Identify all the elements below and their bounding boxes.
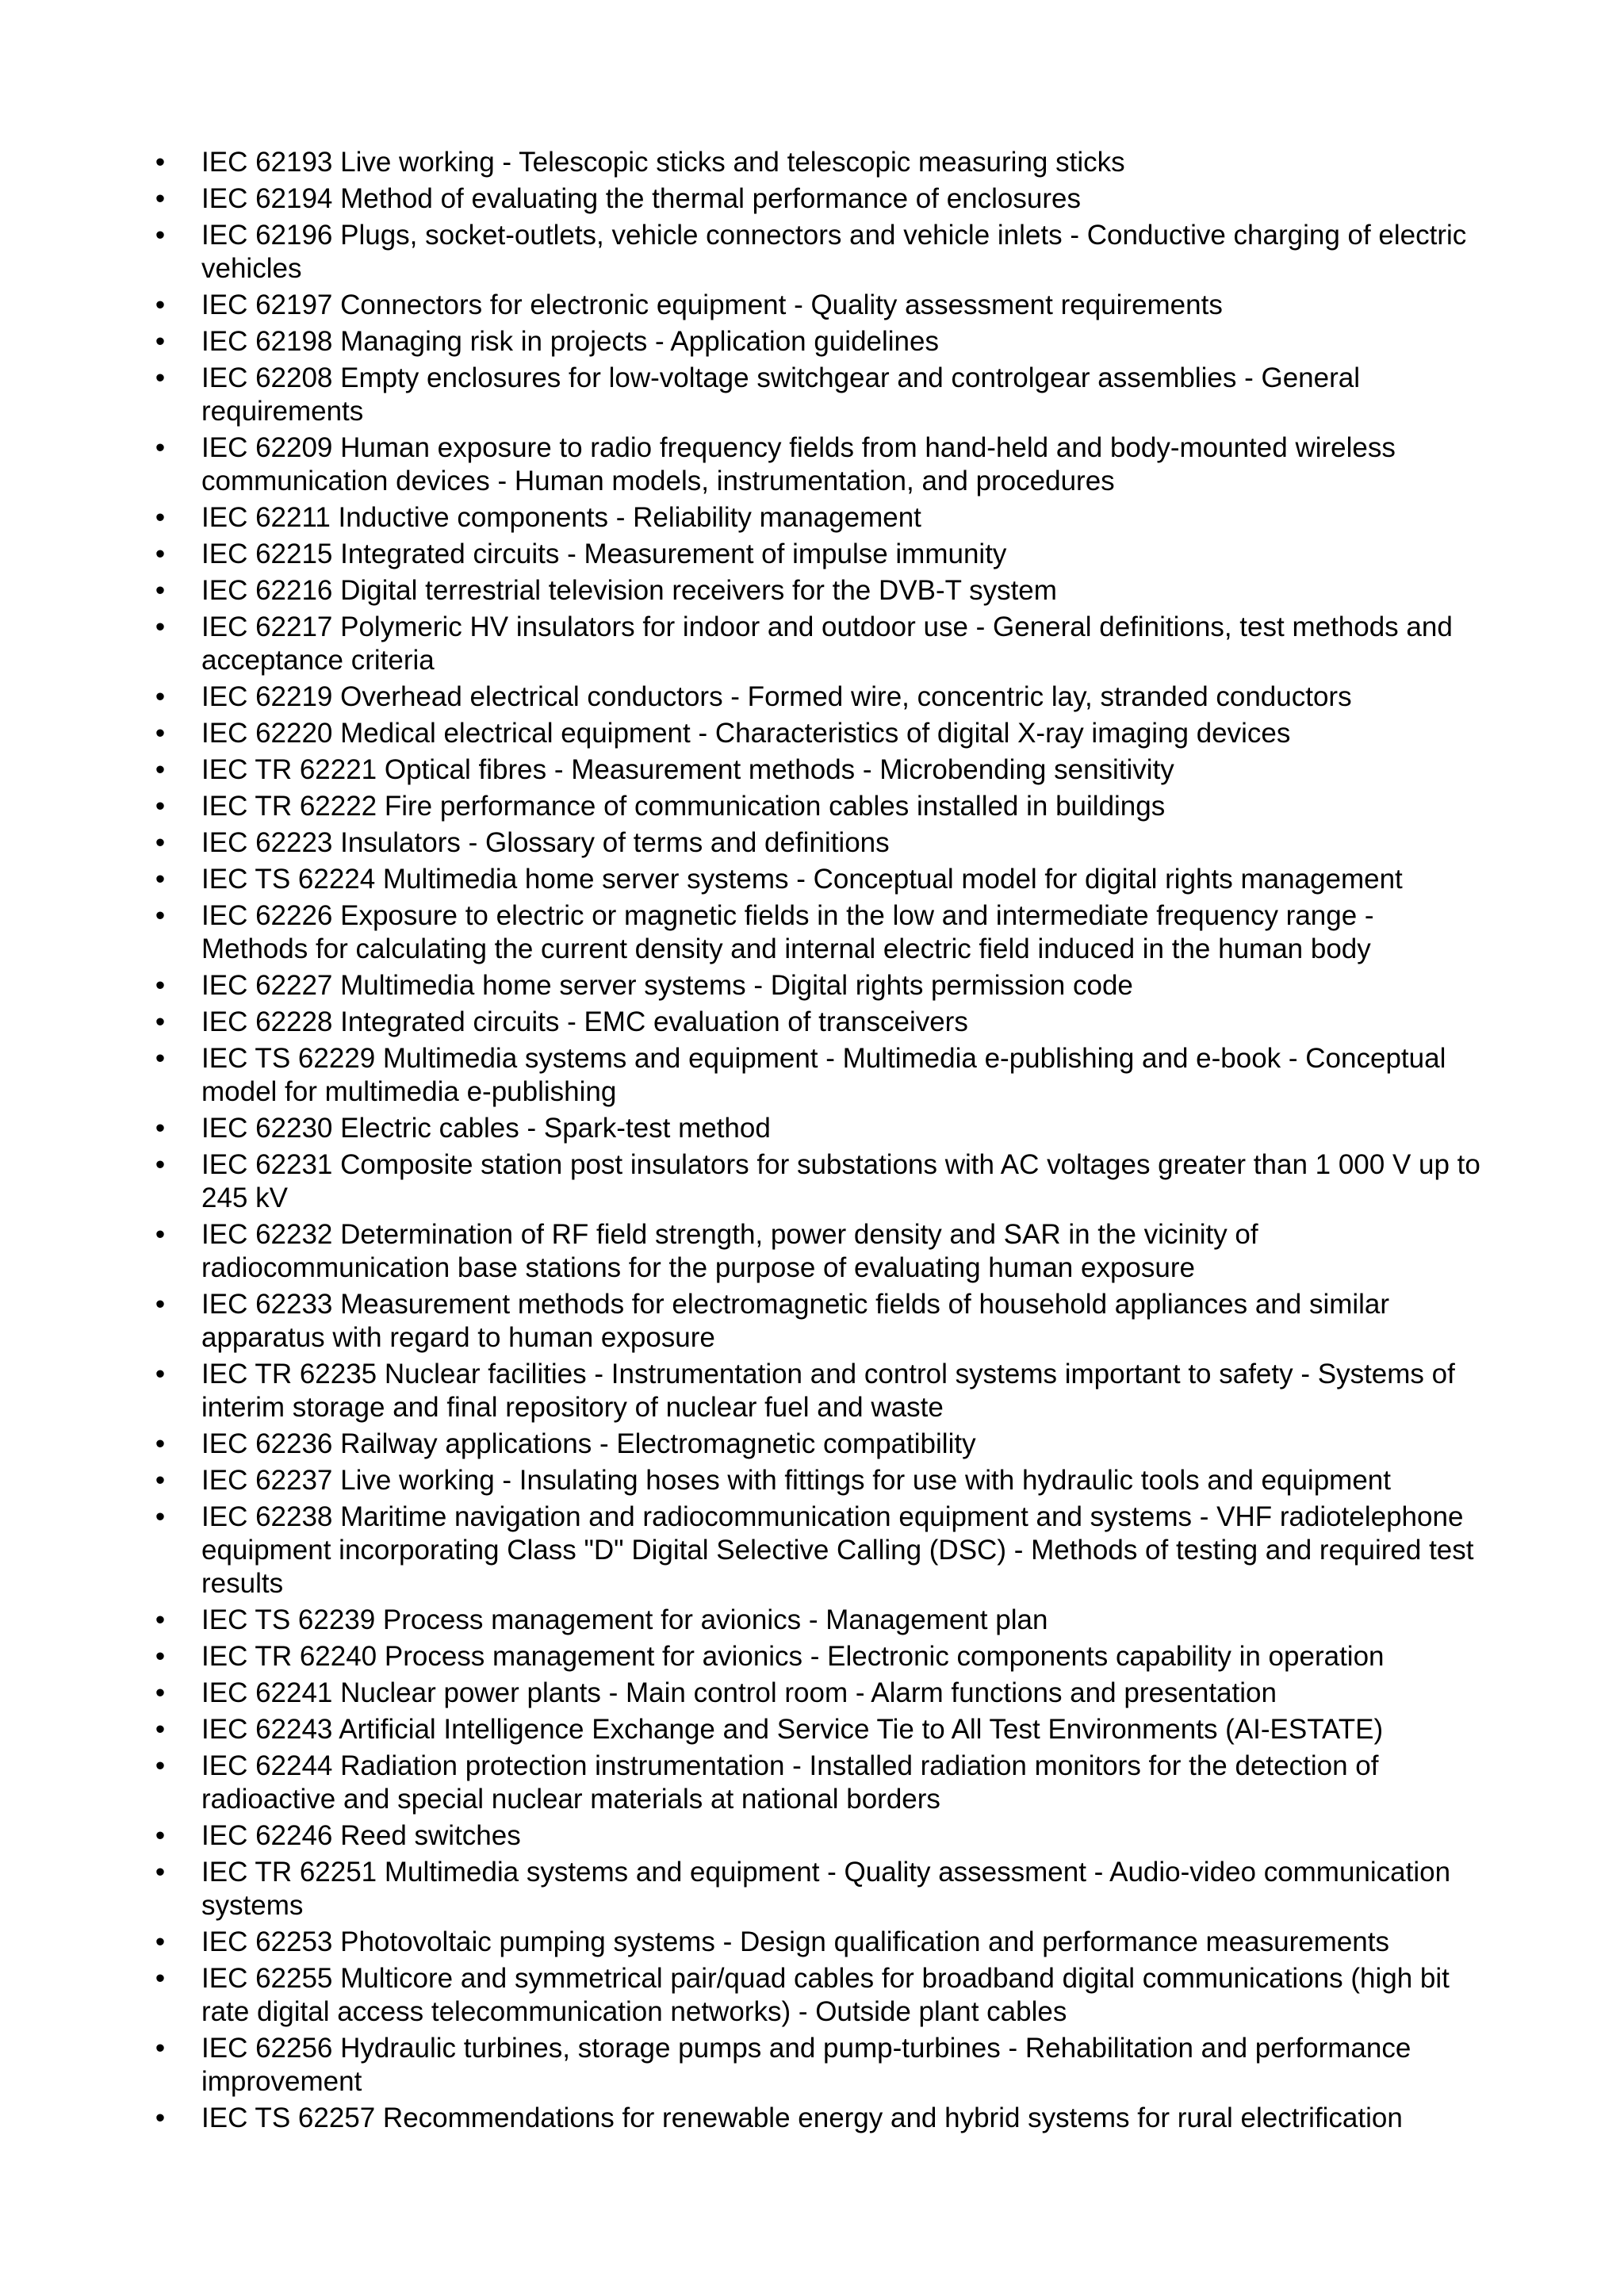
bullet-icon: •	[155, 791, 166, 822]
list-item	[0, 182, 1486, 216]
bullet-icon: •	[155, 1604, 166, 1635]
bullet-icon: •	[155, 1219, 166, 1250]
list-item	[0, 1640, 1486, 1673]
list-item	[0, 1006, 1486, 1039]
list-item-text: IEC 62226 Exposure to electric or magnetic fields in the low and intermediate frequency range - Methods for calculating the current density and internal electric field induced in the human body	[201, 900, 1374, 964]
bullet-icon: •	[155, 539, 166, 569]
list-item	[0, 1148, 1486, 1215]
bullet-icon: •	[155, 1465, 166, 1496]
list-item	[0, 1358, 1486, 1424]
list-item-text: IEC 62241 Nuclear power plants - Main control room - Alarm functions and presentation	[201, 1677, 1277, 1708]
list-item-text: IEC 62216 Digital terrestrial television receivers for the DVB-T system	[201, 575, 1057, 606]
bullet-icon: •	[155, 1428, 166, 1459]
list-item-text: IEC 62230 Electric cables - Spark-test method	[201, 1113, 771, 1144]
list-item-text: IEC 62233 Measurement methods for electromagnetic fields of household appliances and similar apparatus with regard to human exposure	[201, 1289, 1390, 1353]
list-item	[0, 1464, 1486, 1497]
list-item-text: IEC 62217 Polymeric HV insulators for indoor and outdoor use - General definitions, test methods and acceptance criteria	[201, 611, 1453, 676]
list-item	[0, 826, 1486, 860]
list-item-text: IEC TS 62229 Multimedia systems and equipment - Multimedia e-publishing and e-book - Conceptual model for multimedia e-publishing	[201, 1043, 1446, 1107]
list-item-text: IEC 62215 Integrated circuits - Measurement of impulse immunity	[201, 539, 1007, 569]
list-item	[0, 538, 1486, 571]
bullet-icon: •	[155, 575, 166, 606]
list-item	[0, 1604, 1486, 1637]
list-item	[0, 899, 1486, 966]
list-item-text: IEC 62219 Overhead electrical conductors - Formed wire, concentric lay, stranded conductors	[201, 681, 1352, 712]
bullet-icon: •	[155, 2033, 166, 2064]
list-item-text: IEC TR 62221 Optical fibres - Measurement methods - Microbending sensitivity	[201, 754, 1174, 785]
bullet-icon: •	[155, 1113, 166, 1144]
list-item	[0, 2032, 1486, 2099]
list-item-text: IEC 62193 Live working - Telescopic sticks and telescopic measuring sticks	[201, 147, 1125, 178]
bullet-icon: •	[155, 1963, 166, 1994]
bullet-icon: •	[155, 1149, 166, 1180]
bullet-icon: •	[155, 1289, 166, 1320]
list-item	[0, 1428, 1486, 1461]
bullet-icon: •	[155, 864, 166, 895]
list-item	[0, 501, 1486, 535]
bullet-icon: •	[155, 970, 166, 1001]
bullet-icon: •	[155, 681, 166, 712]
bullet-icon: •	[155, 718, 166, 749]
bullet-icon: •	[155, 1501, 166, 1532]
bullet-icon: •	[155, 1043, 166, 1074]
list-item-text: IEC 62236 Railway applications - Electromagnetic compatibility	[201, 1428, 976, 1459]
bullet-icon: •	[155, 1857, 166, 1888]
bullet-icon: •	[155, 289, 166, 320]
list-item-text: IEC 62238 Maritime navigation and radiocommunication equipment and systems - VHF radiotelephone equipment incorporating Class "D" Digital Selective Calling (DSC) - Methods of testing and required test results	[201, 1501, 1474, 1599]
list-item	[0, 325, 1486, 358]
list-item	[0, 146, 1486, 179]
list-item-text: IEC 62197 Connectors for electronic equipment - Quality assessment requirements	[201, 289, 1223, 320]
bullet-icon: •	[155, 900, 166, 931]
list-item-text: IEC 62209 Human exposure to radio frequency fields from hand-held and body-mounted wireless communication devices - Human models, instrumentation, and procedures	[201, 432, 1396, 496]
list-item	[0, 790, 1486, 823]
list-item-text: IEC 62227 Multimedia home server systems - Digital rights permission code	[201, 970, 1133, 1001]
list-item-text: IEC 62228 Integrated circuits - EMC evaluation of transceivers	[201, 1006, 968, 1037]
bullet-icon: •	[155, 1006, 166, 1037]
bullet-icon: •	[155, 1677, 166, 1708]
list-item-text: IEC TS 62257 Recommendations for renewable energy and hybrid systems for rural electrification	[201, 2102, 1403, 2133]
list-item	[0, 289, 1486, 322]
list-item-text: IEC TR 62235 Nuclear facilities - Instrumentation and control systems important to safety - Systems of interim storage and final repository of nuclear fuel and waste	[201, 1359, 1455, 1423]
list-item	[0, 1926, 1486, 1959]
list-item	[0, 1042, 1486, 1109]
list-item	[0, 1288, 1486, 1355]
list-item	[0, 1501, 1486, 1600]
bullet-icon: •	[155, 1714, 166, 1745]
list-item	[0, 680, 1486, 714]
list-item-text: IEC 62194 Method of evaluating the thermal performance of enclosures	[201, 183, 1081, 214]
bullet-icon: •	[155, 147, 166, 178]
bullet-icon: •	[155, 1820, 166, 1851]
list-item-text: IEC 62211 Inductive components - Reliability management	[201, 502, 921, 533]
bullet-icon: •	[155, 183, 166, 214]
bullet-icon: •	[155, 432, 166, 463]
list-item-text: IEC 62243 Artificial Intelligence Exchange and Service Tie to All Test Environments (AI-ESTATE)	[201, 1714, 1384, 1745]
list-item-text: IEC 62256 Hydraulic turbines, storage pumps and pump-turbines - Rehabilitation and performance improvement	[201, 2033, 1411, 2097]
list-item	[0, 362, 1486, 428]
list-item	[0, 219, 1486, 286]
list-item-text: IEC 62253 Photovoltaic pumping systems - Design qualification and performance measurements	[201, 1926, 1389, 1957]
list-item	[0, 753, 1486, 787]
list-item	[0, 863, 1486, 896]
list-item-text: IEC 62196 Plugs, socket-outlets, vehicle connectors and vehicle inlets - Conductive charging of electric vehicles	[201, 220, 1467, 284]
list-item-text: IEC 62246 Reed switches	[201, 1820, 521, 1851]
list-item-text: IEC 62198 Managing risk in projects - Application guidelines	[201, 326, 939, 357]
bullet-icon: •	[155, 754, 166, 785]
list-item-text: IEC 62208 Empty enclosures for low-voltage switchgear and controlgear assemblies - General requirements	[201, 362, 1360, 427]
bullet-icon: •	[155, 502, 166, 533]
list-item-text: IEC TR 62240 Process management for avionics - Electronic components capability in operation	[201, 1641, 1385, 1672]
list-item	[0, 1962, 1486, 2029]
list-item	[0, 1819, 1486, 1853]
bullet-icon: •	[155, 1641, 166, 1672]
list-item-text: IEC 62244 Radiation protection instrumentation - Installed radiation monitors for the detection of radioactive and special nuclear materials at national borders	[201, 1750, 1379, 1815]
list-item-text: IEC 62231 Composite station post insulators for substations with AC voltages greater than 1 000 V up to 245 kV	[201, 1149, 1480, 1213]
list-item-text: IEC TR 62251 Multimedia systems and equipment - Quality assessment - Audio-video communication systems	[201, 1857, 1451, 1921]
list-item	[0, 1750, 1486, 1816]
list-item	[0, 1677, 1486, 1710]
list-item-text: IEC 62232 Determination of RF field strength, power density and SAR in the vicinity of radiocommunication base stations for the purpose of evaluating human exposure	[201, 1219, 1258, 1283]
standards-list	[0, 146, 1624, 2138]
list-item	[0, 431, 1486, 498]
list-item	[0, 611, 1486, 677]
bullet-icon: •	[155, 362, 166, 393]
list-item	[0, 1713, 1486, 1746]
list-item-text: IEC TR 62222 Fire performance of communication cables installed in buildings	[201, 791, 1166, 822]
list-item-text: IEC 62223 Insulators - Glossary of terms and definitions	[201, 827, 890, 858]
list-item	[0, 1218, 1486, 1285]
bullet-icon: •	[155, 326, 166, 357]
bullet-icon: •	[155, 611, 166, 642]
bullet-icon: •	[155, 1750, 166, 1781]
list-item-text: IEC 62255 Multicore and symmetrical pair/quad cables for broadband digital communications (high bit rate digital access telecommunication networks) - Outside plant cables	[201, 1963, 1450, 2027]
list-item	[0, 2102, 1486, 2135]
list-item-text: IEC TS 62239 Process management for avionics - Management plan	[201, 1604, 1048, 1635]
list-item	[0, 1112, 1486, 1145]
list-item	[0, 969, 1486, 1002]
bullet-icon: •	[155, 827, 166, 858]
list-item-text: IEC TS 62224 Multimedia home server systems - Conceptual model for digital rights management	[201, 864, 1403, 895]
bullet-icon: •	[155, 1926, 166, 1957]
list-item	[0, 717, 1486, 750]
list-item	[0, 1856, 1486, 1922]
bullet-icon: •	[155, 220, 166, 251]
list-item-text: IEC 62220 Medical electrical equipment - Characteristics of digital X-ray imaging devices	[201, 718, 1291, 749]
list-item-text: IEC 62237 Live working - Insulating hoses with fittings for use with hydraulic tools and equipment	[201, 1465, 1391, 1496]
bullet-icon: •	[155, 2102, 166, 2133]
list-item	[0, 574, 1486, 608]
bullet-icon: •	[155, 1359, 166, 1389]
